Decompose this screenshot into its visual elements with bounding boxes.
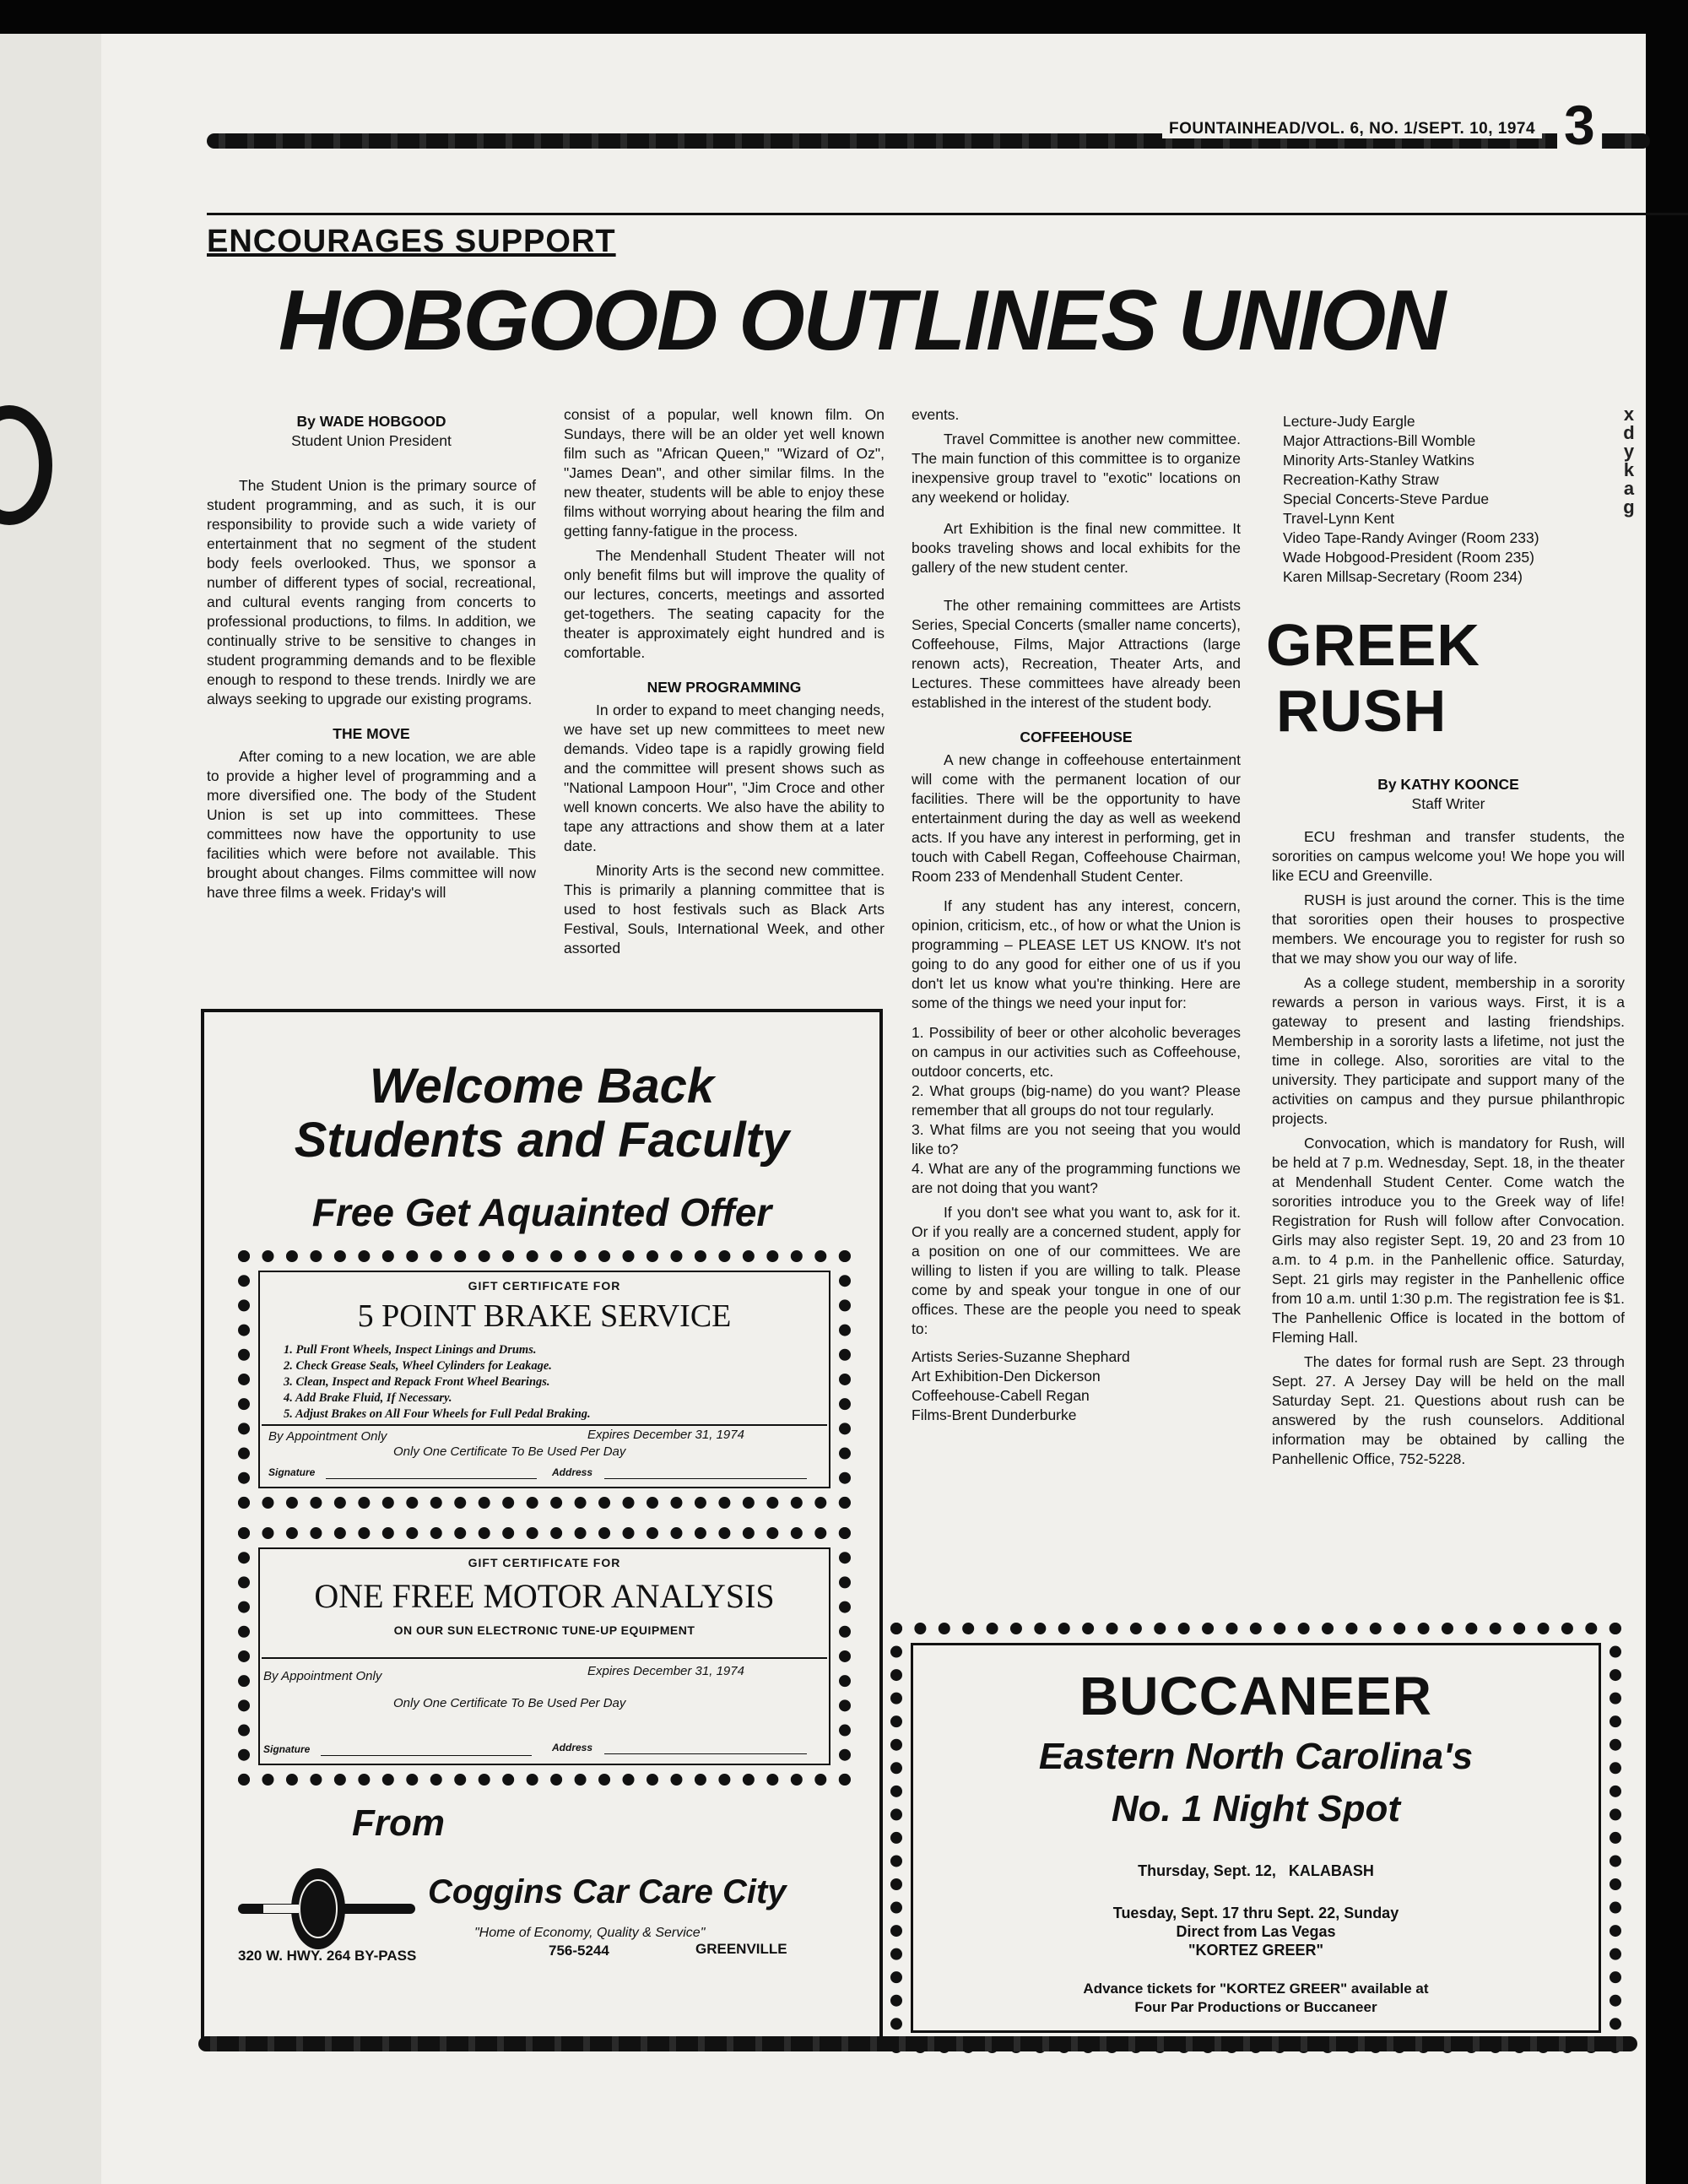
buccaneer-name: BUCCANEER	[1079, 1666, 1432, 1726]
article-col-4	[1283, 412, 1637, 587]
greek-rush-headline	[1266, 612, 1480, 744]
ad-title-line2: Students and Faculty	[294, 1113, 790, 1168]
certificate-subtitle: ON OUR SUN ELECTRONIC TUNE-UP EQUIPMENT	[393, 1623, 695, 1637]
headline: HOBGOOD OUTLINES UNION	[279, 274, 1445, 368]
signature-label: Signature	[268, 1466, 316, 1478]
left-page-letter-fragment	[0, 405, 52, 525]
contact-item: Lecture-Judy Eargle	[1283, 413, 1415, 430]
paragraph: If you don't see what you want to, ask for it. Or if you really are a concerned student, apply for a position on one of our committees. We are willing to listen if you are willing to talk. Please come by and speak your tongue in one of our offices. These are the people you need to speak to:	[912, 1204, 1241, 1337]
greek-byline-title: Staff Writer	[1411, 795, 1485, 812]
byline: By WADE HOBGOOD	[296, 413, 446, 430]
newspaper-page	[101, 34, 1646, 2184]
event1-date: Thursday, Sept. 12,	[1138, 1862, 1276, 1879]
paragraph: The dates for formal rush are Sept. 23 through Sept. 27. A Jersey Day will be held on the mall Saturday Sept. 21. Questions about rush can be answered by the rush counselors. Additional information may be obtained by calling the Panhellenic Office, 752-5228.	[1272, 1353, 1625, 1467]
paragraph: If any student has any interest, concern, opinion, criticism, etc., of how or what the Union is programming – PLEASE LET US KNOW. It's not going to do any good for either one of us if you don't let us know what you're thinking. Here are some of the things we need your input for:	[912, 897, 1241, 1011]
paragraph: Travel Committee is another new committee. The main function of this committee is to organize inexpensive group travel to "exotic" locations on any weekend or holiday.	[912, 431, 1241, 506]
address-line	[604, 1753, 807, 1754]
gift-certificate-brake	[238, 1250, 851, 1509]
ad-from: From	[352, 1802, 445, 1844]
tickets-line2: Four Par Productions or Buccaneer	[1134, 1999, 1377, 2015]
buccaneer-line2: Eastern North Carolina's	[1038, 1736, 1474, 1777]
kicker: ENCOURAGES SUPPORT	[207, 224, 616, 259]
buccaneer-line3: No. 1 Night Spot	[1111, 1788, 1401, 1829]
contact-item: Video Tape-Randy Avinger (Room 233)	[1283, 529, 1539, 546]
ad-subtitle: Free Get Aquainted Offer	[311, 1190, 772, 1234]
list-item: 4. What are any of the programming functions we are not doing that you want?	[912, 1160, 1241, 1196]
ad-title-line1: Welcome Back	[369, 1059, 715, 1114]
brake-step: 4. Add Brake Fluid, If Necessary.	[284, 1391, 452, 1405]
contact-item: Travel-Lynn Kent	[1283, 510, 1394, 527]
one-certificate-note: Only One Certificate To Be Used Per Day	[393, 1444, 626, 1459]
paragraph: events.	[912, 406, 960, 423]
business-city: GREENVILLE	[695, 1941, 787, 1957]
one-certificate-note: Only One Certificate To Be Used Per Day	[393, 1696, 626, 1710]
paragraph: As a college student, membership in a sorority rewards a person in various ways. First, it is a gateway to present and lasting friendships. Membership in a sorority lasts a lifetime, not just the time in college. Also, sororities are vital to the university. They participate and support many of the activities on campus and they pursue philanthropic projects.	[1272, 974, 1625, 1127]
list-item: 3. What films are you not seeing that you would like to?	[912, 1121, 1241, 1157]
folio: FOUNTAINHEAD/VOL. 6, NO. 1/SEPT. 10, 1974	[1162, 120, 1542, 138]
contact-item: Coffeehouse-Cabell Regan	[912, 1387, 1090, 1404]
tickets-line1: Advance tickets for "KORTEZ GREER" available at	[1083, 1981, 1429, 1997]
brake-step: 1. Pull Front Wheels, Inspect Linings and Drums.	[284, 1343, 537, 1357]
certificate-divider	[262, 1424, 827, 1426]
appointment-note: By Appointment Only	[268, 1429, 387, 1444]
certificate-label: GIFT CERTIFICATE FOR	[468, 1279, 621, 1293]
appointment-note: By Appointment Only	[263, 1669, 382, 1683]
brake-step: 3. Clean, Inspect and Repack Front Wheel Bearings.	[284, 1375, 550, 1389]
greek-headline-line1: GREEK	[1266, 612, 1480, 678]
paragraph: Convocation, which is mandatory for Rush, will be held at 7 p.m. Wednesday, Sept. 18, in the theater at Mendenhall Student Center. Come watch the sororities introduce you to the Greek way of life! Registration for Rush will follow after Convocation. Girls may also register Sept. 19, 20 and 23 from 10 a.m. to 4 p.m. in the Panhellenic office. Saturday, Sept. 21 girls may register in the Panhellenic office from 10 a.m. until 1:30 p.m. The registration fee is $1. The Panhellenic Office is located in the bottom of Fleming Hall.	[1272, 1135, 1625, 1346]
address-label: Address	[552, 1466, 593, 1478]
paragraph: ECU freshman and transfer students, the sororities on campus welcome you! We hope you will like ECU and Greenville.	[1272, 828, 1625, 884]
expires-note: Expires December 31, 1974	[587, 1428, 744, 1442]
certificate-title: ONE FREE MOTOR ANALYSIS	[314, 1577, 775, 1615]
business-address: 320 W. HWY. 264 BY-PASS	[238, 1948, 417, 1964]
paragraph: The other remaining committees are Artists Series, Special Concerts (smaller name concerts), Coffeehouse, Films, Major Attractions (large renown acts), Recreation, Theater Arts, and Lectures. These committees have already been established in the interest of the student body.	[912, 597, 1241, 711]
business-phone: 756-5244	[549, 1943, 609, 1959]
coggins-ad	[201, 1009, 883, 2044]
event1	[902, 1862, 1610, 1880]
business-tagline: "Home of Economy, Quality & Service"	[474, 1926, 706, 1940]
brake-step: 5. Adjust Brakes on All Four Wheels for Full Pedal Braking.	[284, 1407, 591, 1421]
tire-logo-icon	[238, 1865, 415, 1958]
address-line	[604, 1478, 807, 1479]
signature-line	[326, 1478, 537, 1479]
paragraph: A new change in coffeehouse entertainment will come with the permanent location of our facilities. There will be the opportunity to have entertainment during the day as well as weekend acts. If you have any interest in performing, get in touch with Cabell Regan, Coffeehouse Chairman, Room 233 of Mendenhall Student Center.	[912, 751, 1241, 885]
signature-label: Signature	[263, 1743, 311, 1755]
contact-item: Major Attractions-Bill Womble	[1283, 432, 1476, 449]
byline-title: Student Union President	[291, 432, 452, 449]
left-page-fragment	[0, 34, 111, 2184]
list-item: 2. What groups (big-name) do you want? Please remember that all groups do not tour regularly.	[912, 1082, 1241, 1119]
certificate-title: 5 POINT BRAKE SERVICE	[357, 1298, 732, 1334]
subhead-the-move: THE MOVE	[333, 725, 410, 742]
event2-act: "KORTEZ GREER"	[1188, 1942, 1324, 1959]
greek-byline: By KATHY KOONCE	[1377, 776, 1519, 793]
subhead-new-programming: NEW PROGRAMMING	[647, 679, 802, 696]
contact-item: Special Concerts-Steve Pardue	[1283, 490, 1490, 507]
contact-item: Minority Arts-Stanley Watkins	[1283, 452, 1474, 469]
gift-certificate-motor	[238, 1527, 851, 1786]
certificate-divider	[262, 1657, 827, 1659]
article-col-1	[207, 412, 536, 908]
paragraph: In order to expand to meet changing needs, we have set up new committees to meet new demands. Video tape is a rapidly growing field and the committee will present shows such as "National Lampoon Hour", "Jim Croce and other well known concerts. We also have the ability to tape any attractions and show them at a later date.	[564, 702, 885, 854]
greek-rush-article	[1272, 775, 1625, 1474]
brake-steps	[284, 1342, 824, 1423]
paragraph: Minority Arts is the second new committee. This is primarily a planning committee that is used to host festivals such as Black Arts Festival, Souls, International Week, and other assorted	[564, 862, 885, 957]
paragraph: After coming to a new location, we are able to provide a higher level of programming and a more diversified one. The body of the Student Union is set up into committees. These committees now have the opportunity to use facilities which were before not available. This brought about changes. Films committee will now have three films a week. Friday's will	[207, 748, 536, 901]
certificate-label: GIFT CERTIFICATE FOR	[468, 1556, 621, 1569]
bottom-wavy-rule	[198, 2036, 1637, 2051]
list-item: 1. Possibility of beer or other alcoholic beverages on campus in our activities such as Coffeehouse, outdoor concerts, etc.	[912, 1024, 1241, 1080]
subhead-coffeehouse: COFFEEHOUSE	[1020, 729, 1133, 745]
paragraph: RUSH is just around the corner. This is the time that sororities open their houses to prospective members. We encourage you to register for rush so that we may show you our way of life.	[1272, 891, 1625, 967]
paragraph: consist of a popular, well known film. On Sundays, there will be an older yet well known film such as "African Queen," "Wizard of Oz", "James Dean", and other similar films. In the new theater, students will be able to enjoy these films without worrying about hearing the film and getting fanny-fatigue in the process.	[564, 406, 885, 539]
greek-headline-line2: RUSH	[1276, 678, 1447, 744]
page-number: 3	[1557, 93, 1602, 157]
contact-item: Films-Brent Dunderburke	[912, 1406, 1077, 1423]
contact-item: Recreation-Kathy Straw	[1283, 471, 1439, 488]
paragraph: The Student Union is the primary source of student programming, and as such, it is our responsibility to provide such a wide variety of entertainment that no segment of the student body feels overlooked. Thus, we sponsor a number of different types of social, recreational, and cultural events ranging from concerts to professional productions, to films. In addition, we continually strive to be sensitive to changes in student programming demands and to be flexible enough to respond to these trends. Inirdly we are always seeking to upgrade our existing programs.	[207, 477, 536, 707]
article-col-2	[564, 405, 885, 963]
contact-item: Artists Series-Suzanne Shephard	[912, 1348, 1130, 1365]
address-label: Address	[552, 1742, 593, 1753]
business-name: Coggins Car Care City	[428, 1873, 787, 1910]
masthead-underline	[207, 213, 1688, 215]
paragraph: The Mendenhall Student Theater will not only benefit films but will improve the quality of our lectures, concerts, meetings and assorted get-togethers. The seating capacity for the theater is approximately eight hundred and is comfortable.	[564, 547, 885, 661]
edge-bleed-marks: x d y k a g	[1623, 404, 1635, 518]
contact-item: Art Exhibition-Den Dickerson	[912, 1368, 1101, 1385]
article-col-3	[912, 405, 1241, 1425]
event2-origin: Direct from Las Vegas	[1176, 1923, 1336, 1940]
signature-line	[321, 1755, 532, 1756]
expires-note: Expires December 31, 1974	[587, 1664, 744, 1678]
contact-item: Karen Millsap-Secretary (Room 234)	[1283, 568, 1523, 585]
contact-item: Wade Hobgood-President (Room 235)	[1283, 549, 1534, 566]
buccaneer-ad	[890, 1623, 1621, 2053]
event1-act: KALABASH	[1288, 1862, 1374, 1879]
event2-date: Tuesday, Sept. 17 thru Sept. 22, Sunday	[1112, 1905, 1399, 1921]
paragraph: Art Exhibition is the final new committee. It books traveling shows and local exhibits for the gallery of the new student center.	[912, 520, 1241, 576]
brake-step: 2. Check Grease Seals, Wheel Cylinders for Leakage.	[284, 1359, 552, 1373]
